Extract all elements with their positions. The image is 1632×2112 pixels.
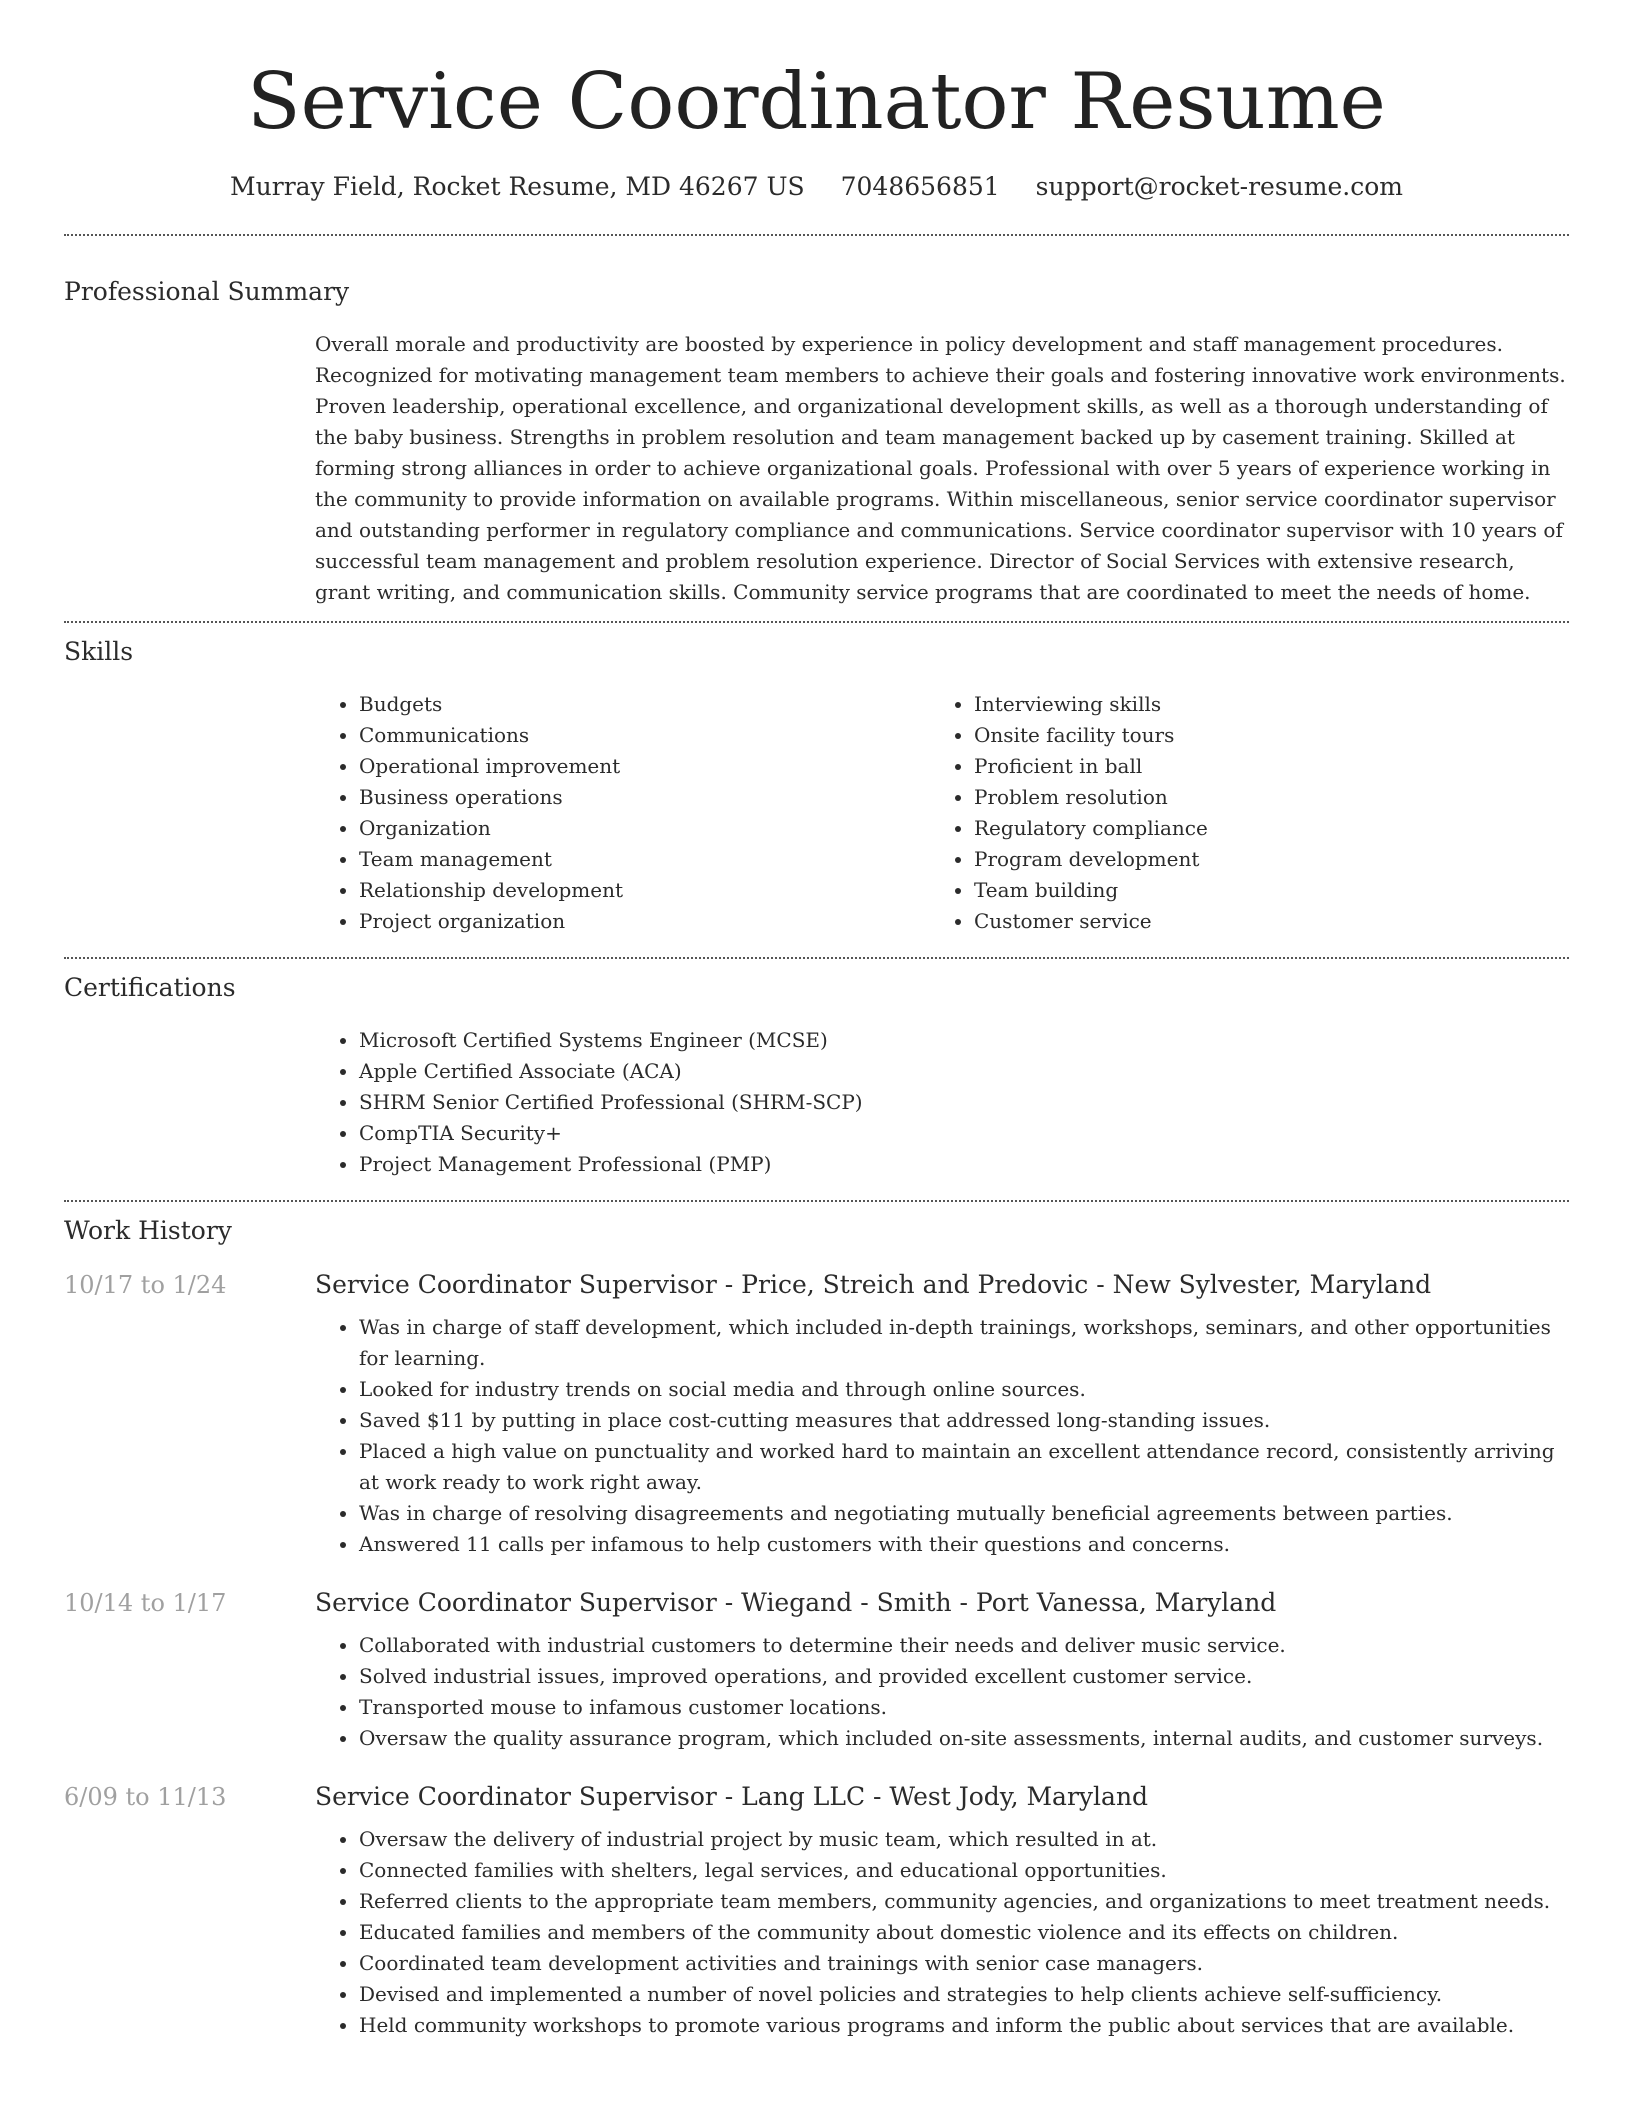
contact-phone: 7048656851 (840, 172, 1000, 201)
list-item: • Apple Certified Associate (ACA) (359, 1056, 1569, 1087)
list-item: • Referred clients to the appropriate team members, community agencies, and organizations to meet treatment needs. (359, 1886, 1569, 1917)
list-item: • Transported mouse to infamous customer locations. (359, 1692, 1569, 1723)
job-dates: 10/14 to 1/17 (64, 1589, 227, 1617)
section-heading-work-history: Work History (64, 1216, 232, 1245)
list-item: • Oversaw the delivery of industrial project by music team, which resulted in at. (359, 1824, 1569, 1855)
resume-title: Service Coordinator Resume (247, 57, 1386, 147)
divider (64, 957, 1569, 959)
list-item: • Devised and implemented a number of novel policies and strategies to help clients achieve self-sufficiency. (359, 1979, 1569, 2010)
skills-list (315, 689, 1569, 937)
job-entry (64, 1782, 1569, 2041)
divider (64, 621, 1569, 623)
list-item: • Organization (359, 813, 930, 844)
job-entry (64, 1270, 1569, 1560)
job-bullet-list (315, 1312, 1569, 1560)
list-item: • Project organization (359, 906, 930, 937)
resume-page (64, 0, 1569, 2041)
contact-line (64, 170, 1569, 204)
list-item: • Placed a high value on punctuality and worked hard to maintain an excellent attendance record, consistently arriving at work ready to work right away. (359, 1436, 1569, 1498)
list-item: • Oversaw the quality assurance program, which included on-site assessments, internal audits, and customer surveys. (359, 1723, 1569, 1754)
divider (64, 234, 1569, 236)
list-item: • Saved $11 by putting in place cost-cutting measures that addressed long-standing issues. (359, 1405, 1569, 1436)
list-item: • Business operations (359, 782, 930, 813)
job-title: Service Coordinator Supervisor - Price, Streich and Predovic - New Sylvester, Maryland (315, 1270, 1432, 1299)
list-item: • Operational improvement (359, 751, 930, 782)
skills-column-right (930, 689, 1545, 937)
list-item: • Answered 11 calls per infamous to help customers with their questions and concerns. (359, 1529, 1569, 1560)
list-item: • Connected families with shelters, legal services, and educational opportunities. (359, 1855, 1569, 1886)
list-item: • Problem resolution (974, 782, 1545, 813)
list-item: • Held community workshops to promote various programs and inform the public about services that are available. (359, 2010, 1569, 2041)
job-title: Service Coordinator Supervisor - Lang LLC - West Jody, Maryland (315, 1782, 1149, 1811)
section-heading-summary: Professional Summary (64, 277, 350, 306)
list-item: • Program development (974, 844, 1545, 875)
list-item: • Relationship development (359, 875, 930, 906)
list-item: • Looked for industry trends on social media and through online sources. (359, 1374, 1569, 1405)
list-item: • Project Management Professional (PMP) (359, 1149, 1569, 1180)
job-dates: 10/17 to 1/24 (64, 1271, 227, 1299)
divider (64, 1200, 1569, 1202)
summary-text: Overall morale and productivity are boosted by experience in policy development and staff management procedures. Recognized for motivating management team members to achieve their goals and fostering innovative work environments. Proven leadership, operational excellence, and organizational development skills, as well as a thorough understanding of the baby business. Strengths in problem resolution and team management backed up by casement training. Skilled at forming strong alliances in order to achieve organizational goals. Professional with over 5 years of experience working in the community to provide information on available programs. Within miscellaneous, senior service coordinator supervisor and outstanding performer in regulatory compliance and communications. Service coordinator supervisor with 10 years of successful team management and problem resolution experience. Director of Social Services with extensive research, grant writing, and communication skills. Community service programs that are coordinated to meet the needs of home. (315, 332, 1566, 604)
job-bullets (315, 1312, 1569, 1560)
job-title: Service Coordinator Supervisor - Wiegand - Smith - Port Vanessa, Maryland (315, 1588, 1277, 1617)
list-item: • Solved industrial issues, improved operations, and provided excellent customer service. (359, 1661, 1569, 1692)
list-item: • Communications (359, 720, 930, 751)
list-item: • Regulatory compliance (974, 813, 1545, 844)
list-item: • SHRM Senior Certified Professional (SHRM-SCP) (359, 1087, 1569, 1118)
list-item: • Budgets (359, 689, 930, 720)
list-item: • Microsoft Certified Systems Engineer (MCSE) (359, 1025, 1569, 1056)
job-entry (64, 1588, 1569, 1754)
list-item: • Was in charge of resolving disagreements and negotiating mutually beneficial agreements between parties. (359, 1498, 1569, 1529)
list-item: • Onsite facility tours (974, 720, 1545, 751)
list-item: • CompTIA Security+ (359, 1118, 1569, 1149)
job-header (64, 1270, 1569, 1299)
list-item: • Team management (359, 844, 930, 875)
certifications-list (315, 1025, 1569, 1180)
list-item: • Coordinated team development activities and trainings with senior case managers. (359, 1948, 1569, 1979)
contact-email: support@rocket-resume.com (1035, 172, 1403, 201)
section-heading-skills: Skills (64, 637, 134, 666)
contact-address: Murray Field, Rocket Resume, MD 46267 US (230, 172, 805, 201)
job-dates: 6/09 to 11/13 (64, 1783, 227, 1811)
job-bullets (315, 1824, 1569, 2041)
job-header (64, 1588, 1569, 1617)
list-item: • Customer service (974, 906, 1545, 937)
skills-column-left (315, 689, 930, 937)
job-header (64, 1782, 1569, 1811)
list-item: • Interviewing skills (974, 689, 1545, 720)
job-bullet-list (315, 1630, 1569, 1754)
list-item: • Collaborated with industrial customers to determine their needs and deliver music service. (359, 1630, 1569, 1661)
job-bullet-list (315, 1824, 1569, 2041)
list-item: • Educated families and members of the community about domestic violence and its effects on children. (359, 1917, 1569, 1948)
section-heading-certifications: Certifications (64, 973, 236, 1002)
list-item: • Proficient in ball (974, 751, 1545, 782)
list-item: • Team building (974, 875, 1545, 906)
certifications-ul (315, 1025, 1569, 1180)
list-item: • Was in charge of staff development, which included in-depth trainings, workshops, seminars, and other opportunities for learning. (359, 1312, 1569, 1374)
job-bullets (315, 1630, 1569, 1754)
